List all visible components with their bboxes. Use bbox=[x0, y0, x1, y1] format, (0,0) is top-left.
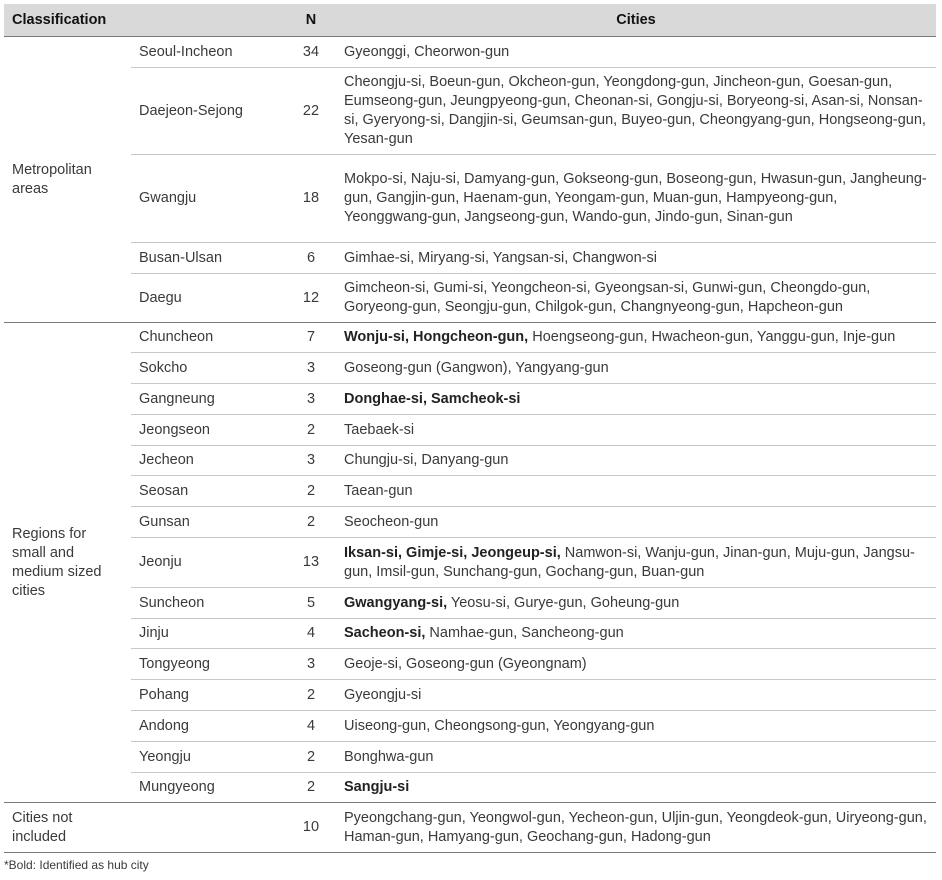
count-cell: 2 bbox=[286, 680, 336, 711]
cities-cell bbox=[336, 446, 936, 476]
region-cell: Jecheon bbox=[131, 446, 286, 476]
cities-cell bbox=[336, 803, 936, 853]
table-row bbox=[4, 323, 936, 353]
region-cell: Pohang bbox=[131, 680, 286, 711]
region-cell: Gwangju bbox=[131, 155, 286, 243]
region-cell: Seosan bbox=[131, 476, 286, 507]
cities-cell bbox=[336, 243, 936, 274]
count-cell: 6 bbox=[286, 243, 336, 274]
table-row bbox=[4, 476, 936, 507]
table-row bbox=[4, 243, 936, 274]
other-cities: Gimcheon-si, Gumi-si, Yeongcheon-si, Gyeongsan-si, Gunwi-gun, Cheongdo-gun, Goryeong-gun, Seongju-gun, Chilgok-gun, Changnyeong-gun, Hapcheon-gun bbox=[344, 280, 871, 315]
table-row bbox=[4, 353, 936, 384]
other-cities: Hoengseong-gun, Hwacheon-gun, Yanggu-gun, Inje-gun bbox=[528, 329, 896, 345]
header-classification: Classification bbox=[4, 4, 131, 37]
cities-cell bbox=[336, 384, 936, 415]
table-row bbox=[4, 384, 936, 415]
other-cities: Uiseong-gun, Cheongsong-gun, Yeongyang-gun bbox=[344, 717, 655, 734]
table-row bbox=[4, 415, 936, 446]
other-cities: Chungju-si, Danyang-gun bbox=[344, 452, 509, 468]
cities-cell bbox=[336, 680, 936, 711]
region-cell: Yeongju bbox=[131, 742, 286, 773]
hub-cities: Sangju-si bbox=[344, 779, 410, 795]
other-cities: Gimhae-si, Miryang-si, Yangsan-si, Changwon-si bbox=[344, 249, 657, 266]
table-row bbox=[4, 649, 936, 680]
cities-cell bbox=[336, 773, 936, 803]
region-cell: Suncheon bbox=[131, 588, 286, 619]
count-cell: 2 bbox=[286, 476, 336, 507]
count-cell: 3 bbox=[286, 384, 336, 415]
classification-cell: Regions for small and medium sized cities bbox=[4, 323, 131, 803]
cities-cell bbox=[336, 353, 936, 384]
region-cell: Tongyeong bbox=[131, 649, 286, 680]
other-cities: Bonghwa-gun bbox=[344, 748, 434, 765]
region-cell: Gunsan bbox=[131, 507, 286, 538]
header-cities: Cities bbox=[336, 4, 936, 37]
region-cell: Busan-Ulsan bbox=[131, 243, 286, 274]
count-cell: 7 bbox=[286, 323, 336, 353]
table-row bbox=[4, 711, 936, 742]
cities-cell bbox=[336, 155, 936, 243]
cities-cell bbox=[336, 742, 936, 773]
classification-cell: Cities not included bbox=[4, 803, 131, 853]
cities-cell bbox=[336, 476, 936, 507]
table-row bbox=[4, 446, 936, 476]
classification-cell: Metropolitan areas bbox=[4, 37, 131, 323]
cities-cell bbox=[336, 323, 936, 353]
table-row bbox=[4, 680, 936, 711]
cities-cell bbox=[336, 68, 936, 155]
other-cities: Pyeongchang-gun, Yeongwol-gun, Yecheon-gun, Uljin-gun, Yeongdeok-gun, Uiryeong-gun, Haman-gun, Hamyang-gun, Geochang-gun, Hadong-gun bbox=[344, 809, 927, 845]
other-cities: Yeosu-si, Gurye-gun, Goheung-gun bbox=[447, 594, 680, 611]
other-cities: Namhae-gun, Sancheong-gun bbox=[425, 625, 624, 641]
other-cities: Mokpo-si, Naju-si, Damyang-gun, Gokseong-gun, Boseong-gun, Hwasun-gun, Jangheung-gun, Gangjin-gun, Haenam-gun, Yeongam-gun, Muan-gun, Hampyeong-gun, Yeonggwang-gun, Jangseong-gun, Wando-gun, Jindo-gun, Sinan-gun bbox=[344, 171, 927, 225]
region-cell: Jeonju bbox=[131, 538, 286, 588]
table-row bbox=[4, 68, 936, 155]
other-cities: Cheongju-si, Boeun-gun, Okcheon-gun, Yeongdong-gun, Jincheon-gun, Goesan-gun, Eumseong-gun, Jeungpyeong-gun, Cheonan-si, Gongju-si, Boryeong-si, Asan-si, Nonsan-si, Gyeryong-si, Dangjin-si, Geumsan-gun, Buyeo-gun, Cheongyang-gun, Hongseong-gun, Yesan-gun bbox=[344, 74, 926, 147]
cities-cell bbox=[336, 588, 936, 619]
cities-cell bbox=[336, 711, 936, 742]
count-cell: 5 bbox=[286, 588, 336, 619]
hub-cities: Donghae-si, Samcheok-si bbox=[344, 390, 521, 407]
cities-table bbox=[4, 4, 936, 853]
cities-cell bbox=[336, 415, 936, 446]
count-cell: 22 bbox=[286, 68, 336, 155]
count-cell: 10 bbox=[286, 803, 336, 853]
region-cell bbox=[131, 803, 286, 853]
other-cities: Taebaek-si bbox=[344, 421, 415, 438]
table-row bbox=[4, 155, 936, 243]
table-row bbox=[4, 538, 936, 588]
region-cell: Seoul-Incheon bbox=[131, 37, 286, 68]
hub-cities: Gwangyang-si, bbox=[344, 594, 448, 611]
region-cell: Sokcho bbox=[131, 353, 286, 384]
region-cell: Daegu bbox=[131, 274, 286, 323]
count-cell: 13 bbox=[286, 538, 336, 588]
table-row bbox=[4, 619, 936, 649]
other-cities: Taean-gun bbox=[344, 482, 413, 499]
table-row bbox=[4, 803, 936, 853]
region-cell: Jeongseon bbox=[131, 415, 286, 446]
cities-cell bbox=[336, 507, 936, 538]
count-cell: 4 bbox=[286, 711, 336, 742]
table-row bbox=[4, 742, 936, 773]
header-region bbox=[131, 4, 286, 37]
other-cities: Gyeonggi, Cheorwon-gun bbox=[344, 43, 510, 60]
table-row bbox=[4, 274, 936, 323]
other-cities: Seocheon-gun bbox=[344, 513, 439, 530]
count-cell: 34 bbox=[286, 37, 336, 68]
region-cell: Andong bbox=[131, 711, 286, 742]
region-cell: Gangneung bbox=[131, 384, 286, 415]
hub-cities: Sacheon-si, bbox=[344, 625, 426, 641]
count-cell: 2 bbox=[286, 415, 336, 446]
count-cell: 2 bbox=[286, 507, 336, 538]
hub-cities: Wonju-si, Hongcheon-gun, bbox=[344, 329, 529, 345]
count-cell: 12 bbox=[286, 274, 336, 323]
count-cell: 3 bbox=[286, 353, 336, 384]
cities-cell bbox=[336, 619, 936, 649]
header-n: N bbox=[286, 4, 336, 37]
table-row bbox=[4, 37, 936, 68]
count-cell: 2 bbox=[286, 742, 336, 773]
table-row bbox=[4, 588, 936, 619]
hub-cities: Iksan-si, Gimje-si, Jeongeup-si, bbox=[344, 544, 561, 561]
region-cell: Mungyeong bbox=[131, 773, 286, 803]
cities-cell bbox=[336, 538, 936, 588]
footnote: *Bold: Identified as hub city bbox=[4, 858, 149, 872]
other-cities: Goseong-gun (Gangwon), Yangyang-gun bbox=[344, 359, 609, 376]
table-header bbox=[4, 4, 936, 37]
cities-cell bbox=[336, 37, 936, 68]
other-cities: Namwon-si, Wanju-gun, Jinan-gun, Muju-gun, Jangsu-gun, Imsil-gun, Sunchang-gun, Gochang-gun, Buan-gun bbox=[344, 544, 915, 580]
count-cell: 4 bbox=[286, 619, 336, 649]
table-body bbox=[4, 37, 936, 853]
count-cell: 3 bbox=[286, 446, 336, 476]
cities-cell bbox=[336, 274, 936, 323]
table-row bbox=[4, 507, 936, 538]
cities-cell bbox=[336, 649, 936, 680]
other-cities: Gyeongju-si bbox=[344, 686, 422, 703]
count-cell: 18 bbox=[286, 155, 336, 243]
region-cell: Chuncheon bbox=[131, 323, 286, 353]
count-cell: 2 bbox=[286, 773, 336, 803]
region-cell: Daejeon-Sejong bbox=[131, 68, 286, 155]
other-cities: Geoje-si, Goseong-gun (Gyeongnam) bbox=[344, 655, 587, 672]
region-cell: Jinju bbox=[131, 619, 286, 649]
table-row bbox=[4, 773, 936, 803]
count-cell: 3 bbox=[286, 649, 336, 680]
